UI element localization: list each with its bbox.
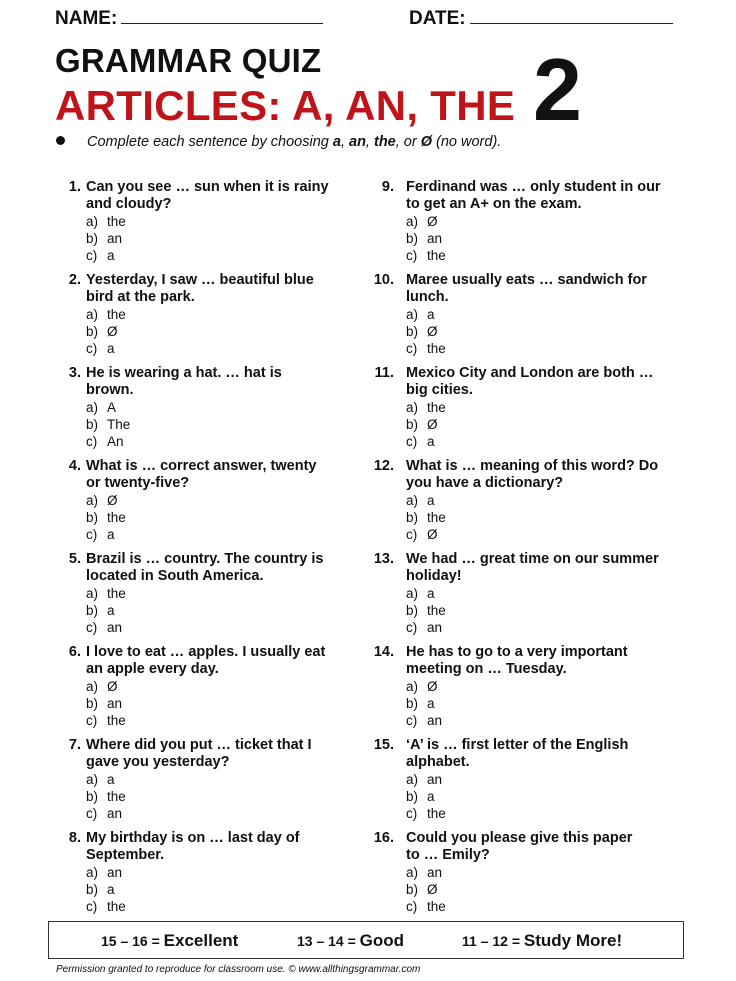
question-body xyxy=(86,365,356,450)
question-text: to get an A+ on the exam. xyxy=(406,196,582,212)
option-value: a xyxy=(107,341,115,356)
option-value: an xyxy=(427,865,443,880)
answer-option[interactable] xyxy=(86,230,356,247)
answer-option[interactable] xyxy=(86,306,356,323)
score-label: Study More! xyxy=(523,931,623,950)
quiz-subtitle: ARTICLES: A, AN, THE xyxy=(55,82,516,129)
question-body xyxy=(86,272,356,357)
question-text: alphabet. xyxy=(406,754,470,770)
option-value: the xyxy=(427,400,446,415)
question-text: brown. xyxy=(86,382,134,398)
question-text: or twenty-five? xyxy=(86,475,190,491)
option-letter: c) xyxy=(406,341,418,356)
option-value: the xyxy=(427,603,446,618)
option-value: a xyxy=(427,696,435,711)
option-letter: c) xyxy=(406,434,418,449)
question-item xyxy=(55,737,355,830)
answer-option[interactable] xyxy=(86,399,356,416)
option-letter: b) xyxy=(406,789,419,804)
option-letter: c) xyxy=(86,899,98,914)
option-letter: b) xyxy=(86,510,99,525)
answer-option[interactable] xyxy=(86,585,356,602)
option-letter: c) xyxy=(86,248,98,263)
question-text: located in South America. xyxy=(86,568,264,584)
name-field xyxy=(55,8,323,30)
name-label: NAME: xyxy=(55,8,118,29)
question-text: My birthday is on … last day of xyxy=(86,830,300,846)
option-value: The xyxy=(107,417,131,432)
option-value: a xyxy=(427,434,435,449)
option-letter: a) xyxy=(406,679,419,694)
score-label: Good xyxy=(359,931,405,950)
option-letter: a) xyxy=(86,214,99,229)
question-text: an apple every day. xyxy=(86,661,219,677)
option-letter: b) xyxy=(406,324,419,339)
option-value: a xyxy=(427,307,435,322)
option-letter: c) xyxy=(406,899,418,914)
answer-option[interactable] xyxy=(406,306,686,323)
option-value: Ø xyxy=(107,679,118,694)
option-letter: b) xyxy=(406,417,419,432)
option-letter: c) xyxy=(86,527,98,542)
answer-option[interactable] xyxy=(86,678,356,695)
question-text: Ferdinand was … only student in our xyxy=(406,179,661,195)
answer-option[interactable] xyxy=(406,247,686,264)
question-number: 4. xyxy=(68,458,81,474)
questions-left-column xyxy=(55,179,355,923)
answer-option[interactable] xyxy=(406,678,686,695)
score-good xyxy=(297,931,404,951)
option-value: the xyxy=(107,307,126,322)
question-body xyxy=(86,830,356,915)
option-value: Ø xyxy=(427,324,438,339)
option-letter: c) xyxy=(86,806,98,821)
question-number: 2. xyxy=(68,272,81,288)
score-excellent xyxy=(101,931,238,951)
option-value: a xyxy=(427,586,435,601)
answer-option[interactable] xyxy=(406,602,686,619)
answer-option[interactable] xyxy=(86,695,356,712)
question-body xyxy=(406,179,686,264)
option-letter: a) xyxy=(406,865,419,880)
answer-option[interactable] xyxy=(86,323,356,340)
answer-option[interactable] xyxy=(86,213,356,230)
answer-option[interactable] xyxy=(406,881,686,898)
answer-option[interactable] xyxy=(86,864,356,881)
instruction-sep: , xyxy=(340,134,349,150)
answer-option[interactable] xyxy=(406,695,686,712)
option-value: the xyxy=(107,789,126,804)
question-item xyxy=(55,272,355,365)
option-value: the xyxy=(427,899,446,914)
answer-option[interactable] xyxy=(406,712,686,729)
option-letter: a) xyxy=(86,865,99,880)
option-letter: b) xyxy=(406,231,419,246)
question-item xyxy=(370,737,670,830)
question-item xyxy=(370,458,670,551)
answer-option[interactable] xyxy=(86,898,356,915)
option-value: Ø xyxy=(427,527,438,542)
question-item xyxy=(55,830,355,923)
question-body xyxy=(406,272,686,357)
question-item xyxy=(370,830,670,923)
question-number: 15. xyxy=(373,737,394,753)
question-text: What is … meaning of this word? Do xyxy=(406,458,659,474)
name-blank-line xyxy=(121,21,323,24)
option-letter: b) xyxy=(86,417,99,432)
question-number: 1. xyxy=(68,179,81,195)
option-letter: b) xyxy=(406,603,419,618)
bullet-icon xyxy=(56,136,65,145)
option-letter: c) xyxy=(406,620,418,635)
option-letter: c) xyxy=(406,806,418,821)
answer-option[interactable] xyxy=(86,492,356,509)
question-body xyxy=(86,551,356,636)
option-value: the xyxy=(107,214,126,229)
question-text: you have a dictionary? xyxy=(406,475,564,491)
quiz-title: GRAMMAR QUIZ xyxy=(55,42,322,79)
question-body xyxy=(86,644,356,729)
answer-option[interactable] xyxy=(86,602,356,619)
answer-option[interactable] xyxy=(406,526,686,543)
answer-option[interactable] xyxy=(86,340,356,357)
question-body xyxy=(406,365,686,450)
option-value: the xyxy=(427,248,446,263)
question-text: lunch. xyxy=(406,289,449,305)
instruction-sep: , xyxy=(365,134,374,150)
answer-option[interactable] xyxy=(86,788,356,805)
instruction-the: the xyxy=(373,134,396,150)
answer-option[interactable] xyxy=(406,340,686,357)
instruction-zero: Ø xyxy=(420,134,432,150)
question-item xyxy=(55,179,355,272)
answer-option[interactable] xyxy=(406,585,686,602)
footer-permission: Permission granted to reproduce for classroom use. © www.allthingsgrammar.com xyxy=(56,964,421,975)
option-value: A xyxy=(107,400,117,415)
answer-option[interactable] xyxy=(406,509,686,526)
option-letter: a) xyxy=(406,400,419,415)
option-letter: a) xyxy=(406,772,419,787)
question-body xyxy=(86,737,356,822)
option-letter: a) xyxy=(406,214,419,229)
question-text: He has to go to a very important xyxy=(406,644,628,660)
answer-option[interactable] xyxy=(406,788,686,805)
instruction-sep: , or xyxy=(395,134,421,150)
option-value: the xyxy=(427,341,446,356)
option-letter: a) xyxy=(86,586,99,601)
answer-option[interactable] xyxy=(406,864,686,881)
question-body xyxy=(86,179,356,264)
question-item xyxy=(55,365,355,458)
option-letter: b) xyxy=(86,231,99,246)
option-value: the xyxy=(107,899,126,914)
answer-option[interactable] xyxy=(406,619,686,636)
option-value: Ø xyxy=(427,679,438,694)
question-body xyxy=(406,830,686,915)
option-letter: c) xyxy=(86,341,98,356)
answer-option[interactable] xyxy=(406,805,686,822)
option-value: an xyxy=(107,620,123,635)
question-text: Mexico City and London are both … xyxy=(406,365,654,381)
question-item xyxy=(370,179,670,272)
question-text: Maree usually eats … sandwich for xyxy=(406,272,647,288)
option-letter: b) xyxy=(406,696,419,711)
option-value: a xyxy=(107,527,115,542)
question-item xyxy=(370,551,670,644)
option-value: An xyxy=(107,434,124,449)
question-text: He is wearing a hat. … hat is xyxy=(86,365,282,381)
option-letter: a) xyxy=(86,400,99,415)
answer-option[interactable] xyxy=(86,881,356,898)
option-letter: b) xyxy=(406,882,419,897)
option-letter: a) xyxy=(86,679,99,694)
option-letter: b) xyxy=(86,324,99,339)
score-box xyxy=(48,921,684,959)
option-letter: b) xyxy=(406,510,419,525)
option-value: a xyxy=(427,789,435,804)
option-letter: b) xyxy=(86,696,99,711)
question-text: Brazil is … country. The country is xyxy=(86,551,324,567)
instruction-an: an xyxy=(349,134,366,150)
date-label: DATE: xyxy=(409,8,466,29)
option-value: an xyxy=(107,231,123,246)
question-text: We had … great time on our summer xyxy=(406,551,659,567)
answer-option[interactable] xyxy=(406,399,686,416)
question-text: gave you yesterday? xyxy=(86,754,230,770)
date-blank-line xyxy=(470,21,673,24)
question-text: Yesterday, I saw … beautiful blue xyxy=(86,272,314,288)
option-letter: c) xyxy=(86,434,98,449)
option-value: an xyxy=(427,620,443,635)
option-value: an xyxy=(427,231,443,246)
answer-option[interactable] xyxy=(406,433,686,450)
option-value: a xyxy=(107,772,115,787)
option-letter: a) xyxy=(406,307,419,322)
answer-option[interactable] xyxy=(86,247,356,264)
instruction-a: a xyxy=(332,134,341,150)
question-number: 14. xyxy=(373,644,394,660)
question-number: 12. xyxy=(373,458,394,474)
option-letter: a) xyxy=(406,493,419,508)
question-text: bird at the park. xyxy=(86,289,195,305)
score-study-more xyxy=(462,931,622,951)
question-body xyxy=(406,644,686,729)
answer-option[interactable] xyxy=(86,712,356,729)
question-text: September. xyxy=(86,847,165,863)
option-value: the xyxy=(427,510,446,525)
answer-option[interactable] xyxy=(86,416,356,433)
question-number: 8. xyxy=(68,830,81,846)
option-letter: b) xyxy=(86,882,99,897)
answer-option[interactable] xyxy=(86,433,356,450)
answer-option[interactable] xyxy=(406,416,686,433)
question-text: I love to eat … apples. I usually eat xyxy=(86,644,326,660)
option-value: an xyxy=(107,806,123,821)
option-value: the xyxy=(107,510,126,525)
option-value: Ø xyxy=(427,882,438,897)
question-text: Could you please give this paper xyxy=(406,830,633,846)
question-text: and cloudy? xyxy=(86,196,172,212)
question-number: 5. xyxy=(68,551,81,567)
instruction-text: (no word). xyxy=(432,134,502,150)
answer-option[interactable] xyxy=(86,619,356,636)
question-body xyxy=(406,737,686,822)
question-text: big cities. xyxy=(406,382,473,398)
score-range: 13 – 14 = xyxy=(297,933,360,949)
question-number: 13. xyxy=(373,551,394,567)
question-item xyxy=(55,644,355,737)
question-number: 10. xyxy=(373,272,394,288)
question-number: 7. xyxy=(68,737,81,753)
instruction xyxy=(56,134,501,150)
question-text: to … Emily? xyxy=(406,847,490,863)
option-value: Ø xyxy=(427,214,438,229)
answer-option[interactable] xyxy=(86,805,356,822)
question-item xyxy=(55,551,355,644)
score-range: 15 – 16 = xyxy=(101,933,164,949)
question-body xyxy=(406,551,686,636)
option-value: Ø xyxy=(427,417,438,432)
option-letter: c) xyxy=(86,713,98,728)
option-value: an xyxy=(427,713,443,728)
option-value: the xyxy=(427,806,446,821)
option-letter: c) xyxy=(406,248,418,263)
score-label: Excellent xyxy=(163,931,239,950)
question-body xyxy=(406,458,686,543)
question-text: Where did you put … ticket that I xyxy=(86,737,312,753)
option-letter: a) xyxy=(86,493,99,508)
question-item xyxy=(370,272,670,365)
option-letter: c) xyxy=(86,620,98,635)
option-letter: a) xyxy=(406,586,419,601)
question-number: 3. xyxy=(68,365,81,381)
question-item xyxy=(55,458,355,551)
option-letter: c) xyxy=(406,713,418,728)
option-value: an xyxy=(107,696,123,711)
answer-option[interactable] xyxy=(86,771,356,788)
option-value: an xyxy=(427,772,443,787)
option-value: a xyxy=(107,882,115,897)
option-value: a xyxy=(427,493,435,508)
question-text: meeting on … Tuesday. xyxy=(406,661,567,677)
option-value: Ø xyxy=(107,324,118,339)
question-text: Can you see … sun when it is rainy xyxy=(86,179,329,195)
answer-option[interactable] xyxy=(406,323,686,340)
question-text: ‘A’ is … first letter of the English xyxy=(406,737,629,753)
answer-option[interactable] xyxy=(86,509,356,526)
option-value: the xyxy=(107,713,126,728)
question-text: What is … correct answer, twenty xyxy=(86,458,317,474)
answer-option[interactable] xyxy=(406,230,686,247)
question-body xyxy=(86,458,356,543)
question-item xyxy=(370,644,670,737)
answer-option[interactable] xyxy=(406,898,686,915)
answer-option[interactable] xyxy=(406,771,686,788)
instruction-text: Complete each sentence by choosing xyxy=(87,134,333,150)
date-field xyxy=(409,8,673,30)
option-value: an xyxy=(107,865,123,880)
option-value: the xyxy=(107,586,126,601)
score-range: 11 – 12 = xyxy=(462,933,524,949)
question-number: 6. xyxy=(68,644,81,660)
option-letter: b) xyxy=(86,789,99,804)
answer-option[interactable] xyxy=(86,526,356,543)
option-letter: c) xyxy=(406,527,418,542)
question-number: 9. xyxy=(381,179,394,195)
option-value: a xyxy=(107,248,115,263)
option-letter: b) xyxy=(86,603,99,618)
answer-option[interactable] xyxy=(406,492,686,509)
option-letter: a) xyxy=(86,307,99,322)
quiz-number: 2 xyxy=(533,40,582,139)
option-value: a xyxy=(107,603,115,618)
question-text: holiday! xyxy=(406,568,462,584)
question-item xyxy=(370,365,670,458)
question-number: 16. xyxy=(373,830,394,846)
option-value: Ø xyxy=(107,493,118,508)
question-number: 11. xyxy=(374,365,394,381)
questions-right-column xyxy=(370,179,670,923)
option-letter: a) xyxy=(86,772,99,787)
answer-option[interactable] xyxy=(406,213,686,230)
